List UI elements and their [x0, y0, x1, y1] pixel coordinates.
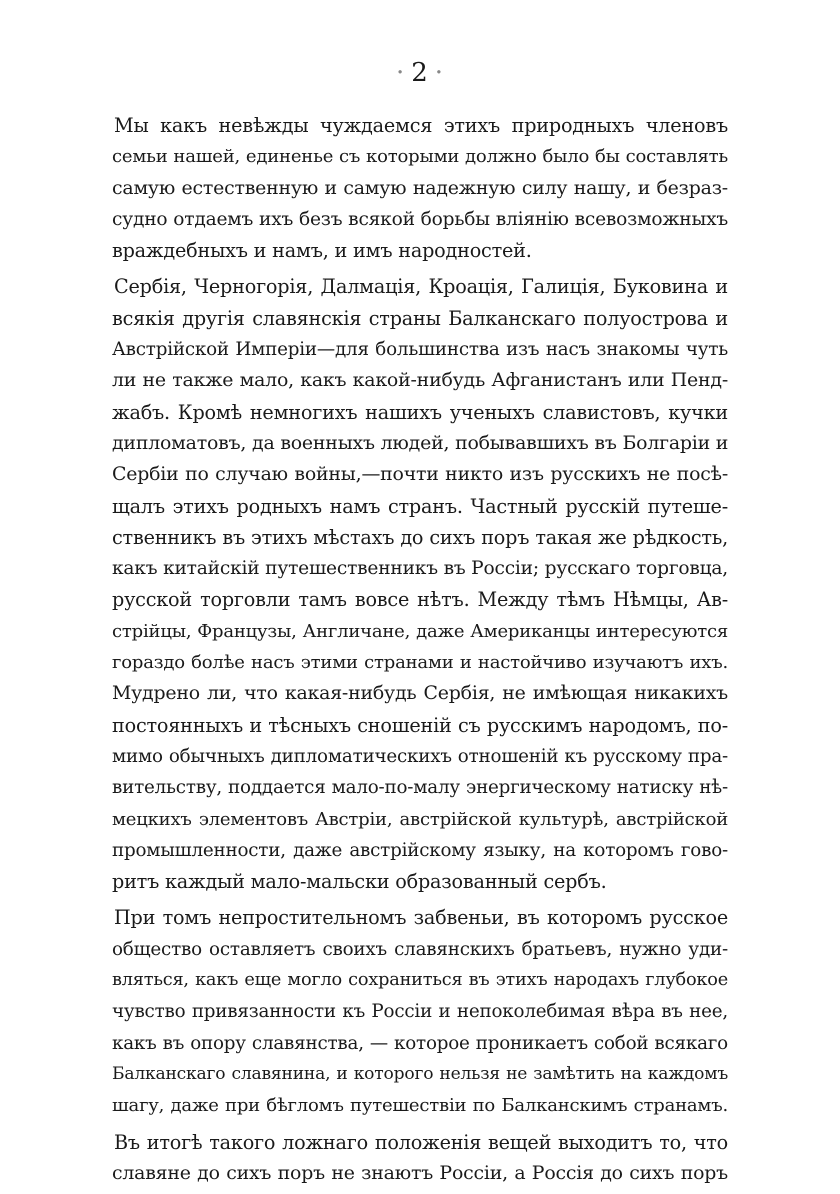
text-line: ли не также мало, какъ какой-нибудь Афганистанъ или Пенд-: [112, 369, 728, 392]
text-line: враждебныхъ и намъ, и имъ народностей.: [112, 239, 532, 263]
text-line: вительству, поддается мало-по-малу энергическому натиску нѣ-: [112, 777, 728, 799]
text-line: Сербія, Черногорія, Далмація, Кроація, Галиція, Буковина и: [114, 275, 728, 299]
text-line: самую естественную и самую надежную силу нашу, и безраз-: [112, 176, 728, 199]
text-line: жабъ. Кромѣ немногихъ нашихъ ученыхъ славистовъ, кучки: [112, 400, 728, 424]
text-line: гораздо болѣе насъ этими странами и настойчиво изучаютъ ихъ.: [112, 652, 728, 674]
text-line: семьи нашей, единенье съ которыми должно было бы составлять: [112, 146, 728, 168]
text-line: шагу, даже при бѣгломъ путешествіи по Балканскимъ странамъ.: [112, 1095, 728, 1117]
text-line: щалъ этихъ родныхъ намъ странъ. Частный русскій путеше-: [112, 494, 728, 518]
text-line: постоянныхъ и тѣсныхъ сношеній съ русскимъ народомъ, по-: [112, 713, 728, 737]
text-line: Въ итогѣ такого ложнаго положенія вещей выходитъ то, что: [114, 1130, 728, 1154]
text-line: какъ въ опору славянства, — которое проникаетъ собой всякаго: [112, 1032, 728, 1054]
text-line: Австрійской Имперіи—для большинства изъ насъ знакомы чуть: [112, 339, 728, 361]
text-line: При томъ непростительномъ забвеньи, въ которомъ русское: [114, 906, 728, 930]
text-line: русской торговли тамъ вовсе нѣтъ. Между тѣмъ Нѣмцы, Ав-: [112, 588, 728, 612]
text-line: ритъ каждый мало-мальски образованный сербъ.: [112, 870, 607, 894]
text-line: общество оставляетъ своихъ славянскихъ братьевъ, нужно уди-: [112, 938, 728, 960]
text-line: Балканскаго славянина, и которого нельзя не замѣтить на каждомъ: [112, 1063, 728, 1084]
text-line: ственникъ въ этихъ мѣстахъ до сихъ поръ такая же рѣдкость,: [112, 525, 728, 549]
text-line: славяне до сихъ поръ не знаютъ Россіи, а Россія до сихъ поръ: [112, 1161, 728, 1184]
page-number: · 2 ·: [0, 58, 840, 88]
paragraph: [112, 271, 728, 897]
text-line: мимо обычныхъ дипломатическихъ отношеній къ русскому пра-: [112, 745, 728, 767]
text-line: Мы какъ невѣжды чуждаемся этихъ природныхъ членовъ: [114, 114, 728, 137]
text-line: всякія другія славянскія страны Балканскаго полуострова и: [112, 306, 728, 330]
text-line: стрійцы, Французы, Англичане, даже Американцы интересуются: [112, 620, 728, 642]
text-line: судно отдаемъ ихъ безъ всякой борьбы вліянію всевозможныхъ: [112, 208, 728, 230]
paragraph: [112, 110, 728, 266]
paragraph: [112, 1127, 728, 1190]
text-line: Сербіи по случаю войны,—почти никто изъ русскихъ не посѣ-: [112, 463, 728, 486]
text-line: дипломатовъ, да военныхъ людей, побывавшихъ въ Болгаріи и: [112, 431, 729, 454]
text-line: мецкихъ элементовъ Австріи, австрійской культурѣ, австрійской: [112, 808, 728, 830]
text-line: промышленности, даже австрійскому языку, на которомъ гово-: [112, 839, 728, 861]
page-body: [112, 110, 728, 1194]
text-line: чувство привязанности къ Россіи и непоколебимая вѣра въ нее,: [112, 1001, 728, 1023]
text-line: вляться, какъ еще могло сохраниться въ этихъ народахъ глубокое: [112, 970, 728, 991]
text-line: Мудрено ли, что какая-нибудь Сербія, не имѣющая никакихъ: [112, 682, 728, 705]
text-line: какъ китайскій путешественникъ въ Россіи; русскаго торговца,: [112, 558, 728, 580]
paragraph: [112, 902, 728, 1121]
